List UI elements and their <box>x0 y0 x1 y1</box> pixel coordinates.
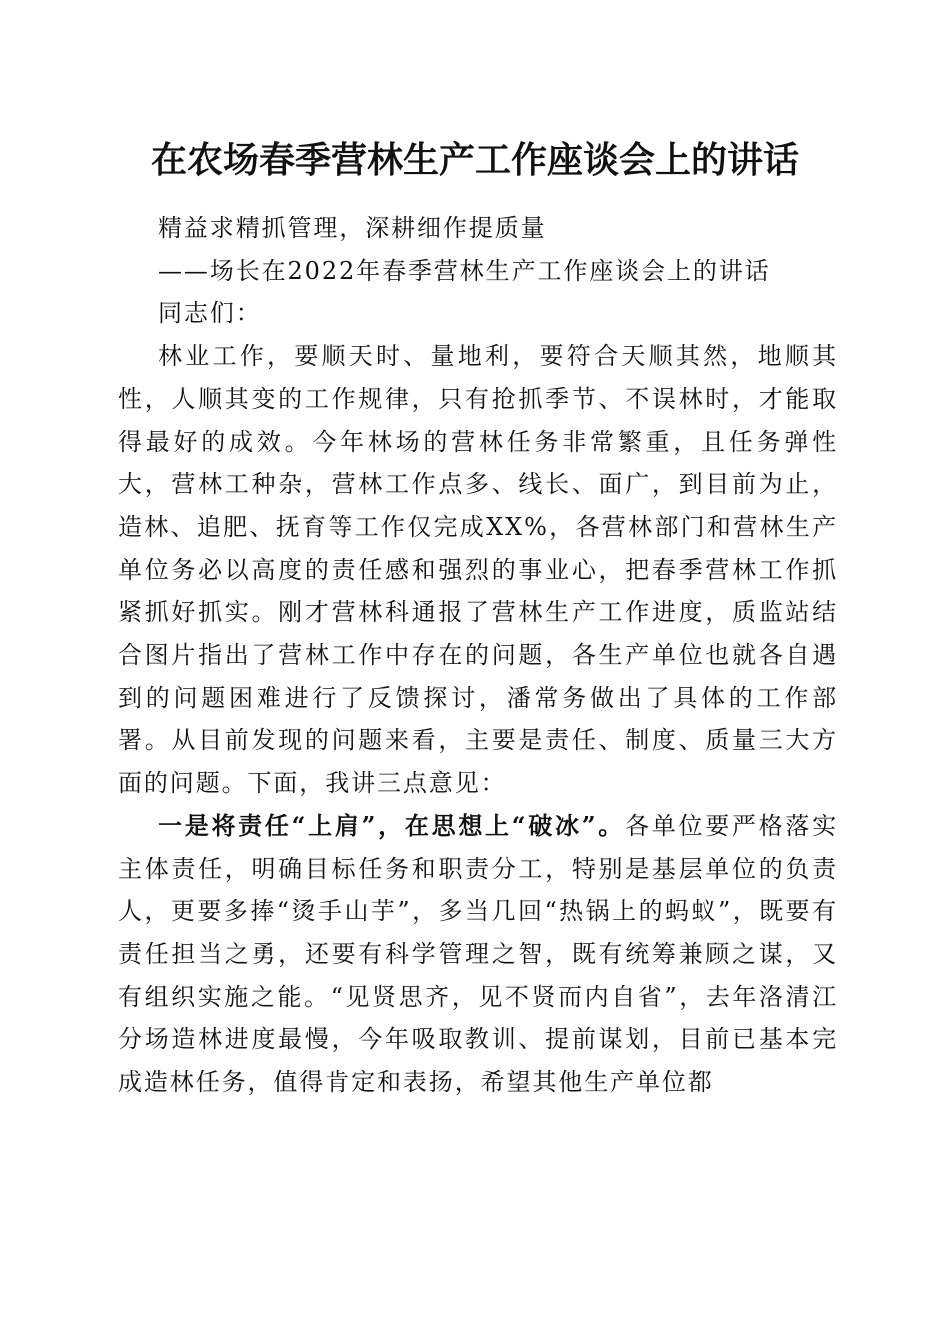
paragraph-2-lead: 一是将责任“上肩”，在思想上“破冰”。 <box>158 810 626 840</box>
paragraph-2-body: 各单位要严格落实主体责任，明确目标任务和职责分工，特别是基层单位的负责人，更要多捧“烫手山芋”，多当几回“热锅上的蚂蚁”，既要有责任担当之勇，还要有科学管理之智，既有统筹兼顾之谋，又有组织实施之能。“见贤思齐，见不贤而内自省”，去年洛清江分场造林进度最慢，今年吸取教训、提前谋划，目前已基本完成造林任务，值得肯定和表扬，希望其他生产单位都 <box>118 811 838 1097</box>
salutation: 同志们： <box>158 299 262 328</box>
subtitle: 精益求精抓管理，深耕细作提质量 <box>158 214 547 242</box>
document-title: 在农场春季营林生产工作座谈会上的讲话 <box>150 139 799 181</box>
paragraph-2 <box>118 805 838 1104</box>
byline: ——场长在2022年春季营林生产工作座谈会上的讲话 <box>158 256 771 285</box>
document-body <box>118 207 838 1104</box>
paragraph-1: 林业工作，要顺天时、量地利，要符合天顺其然，地顺其性，人顺其变的工作规律，只有抢抓季节、不误林时，才能取得最好的成效。今年林场的营林任务非常繁重，且任务弹性大，营林工种杂，营林工作点多、线长、面广，到目前为止，造林、追肥、抚育等工作仅完成XX%，各营林部门和营林生产单位务必以高度的责任感和强烈的事业心，把春季营林工作抓紧抓好抓实。刚才营林科通报了营林生产工作进度，质监站结合图片指出了营林工作中存在的问题，各生产单位也就各自遇到的问题困难进行了反馈探讨，潘常务做出了具体的工作部署。从目前发现的问题来看，主要是责任、制度、质量三大方面的问题。下面，我讲三点意见： <box>118 342 838 798</box>
